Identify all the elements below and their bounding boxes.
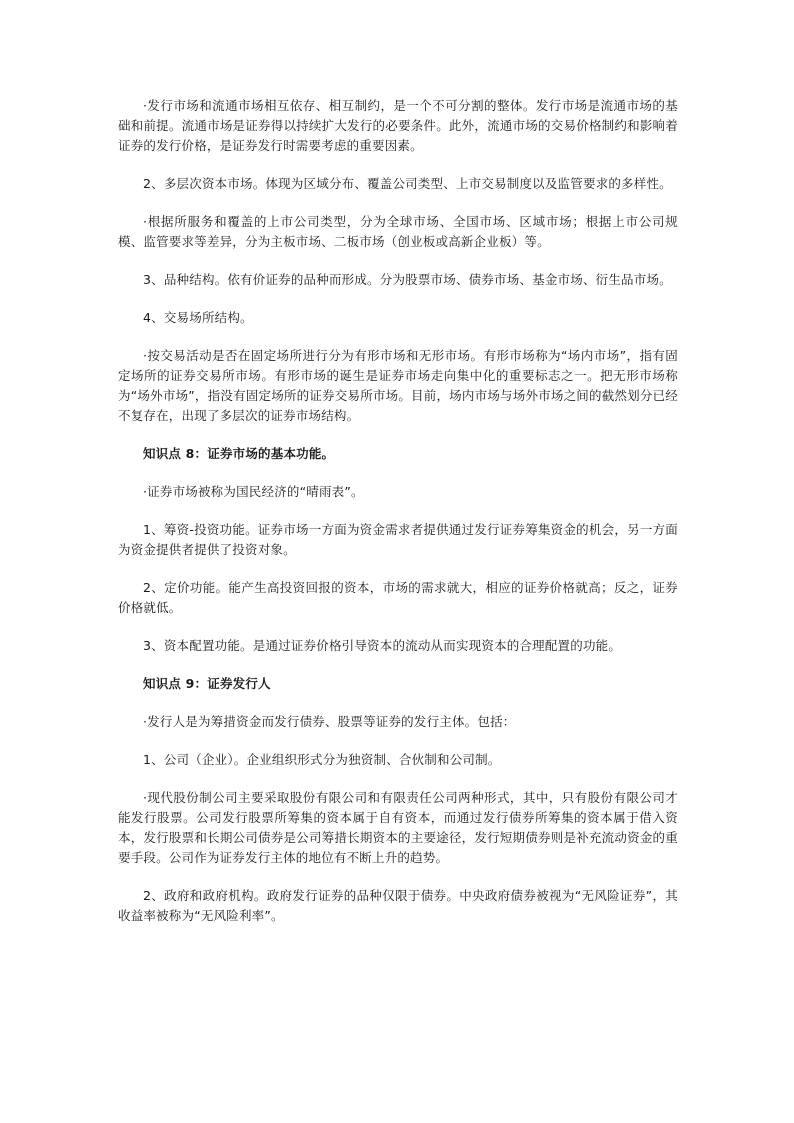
paragraph-capital-allocation-function: 3、资本配置功能。是通过证券价格引导资本的流动从而实现资本的合理配置的功能。 xyxy=(143,638,622,653)
paragraph-market-classification: ·根据所服务和覆盖的上市公司类型，分为全球市场、全国市场、区域市场；根据上市公司规模、监管要求等差异，分为主板市场、二板市场（创业板或高新企业板）等。 xyxy=(118,214,678,249)
heading-knowledge-point-9: 知识点 9：证券发行人 xyxy=(143,676,271,691)
paragraph-issue-vs-circulation-market: ·发行市场和流通市场相互依存、相互制约，是一个不可分割的整体。发行市场是流通市场的基础和前提。流通市场是证券得以持续扩大发行的必要条件。此外，流通市场的交易价格制约和影响着证券的发行价格，是证券发行时需要考虑的重要因素。 xyxy=(118,98,678,153)
paragraph-government: 2、政府和政府机构。政府发行证券的品种仅限于债券。中央政府债券被视为“无风险证券”，其收益率被称为“无风险利率”。 xyxy=(118,888,678,923)
paragraph-joint-stock-company: ·现代股份制公司主要采取股份有限公司和有限责任公司两种形式，其中，只有股份有限公司才能发行股票。公司发行股票所筹集的资本属于自有资本，而通过发行债券所筹集的资本属于借入资本，发行股票和长期公司债券是公司筹措长期资本的主要途径，发行短期债券则是补充流动资金的重要手段。公司作为证券发行主体的地位有不断上升的趋势。 xyxy=(118,790,678,865)
paragraph-variety-structure: 3、品种结构。依有价证券的品种而形成。分为股票市场、债券市场、基金市场、衍生品市场。 xyxy=(143,272,672,287)
paragraph-financing-investment-function: 1、筹资-投资功能。证券市场一方面为资金需求者提供通过发行证券筹集资金的机会，另一方面为资金提供者提供了投资对象。 xyxy=(118,522,678,557)
paragraph-exchange-structure: 4、交易场所结构。 xyxy=(143,310,253,325)
heading-knowledge-point-8: 知识点 8：证券市场的基本功能。 xyxy=(143,446,335,461)
document-page xyxy=(118,96,678,944)
paragraph-barometer: ·证券市场被称为国民经济的“晴雨表”。 xyxy=(143,484,364,499)
paragraph-pricing-function: 2、定价功能。能产生高投资回报的资本，市场的需求就大，相应的证券价格就高；反之，证券价格就低。 xyxy=(118,580,678,615)
paragraph-issuer-definition: ·发行人是为筹措资金而发行债券、股票等证券的发行主体。包括： xyxy=(143,714,516,729)
paragraph-tangible-intangible-market: ·按交易活动是否在固定场所进行分为有形市场和无形市场。有形市场称为“场内市场”，指有固定场所的证券交易所市场。有形市场的诞生是证券市场走向集中化的重要标志之一。把无形市场称为“场外市场”，指没有固定场所的证券交易所市场。目前，场内市场与场外市场之间的截然划分已经不复存在，出现了多层次的证券市场结构。 xyxy=(118,348,678,423)
paragraph-company: 1、公司（企业）。企业组织形式分为独资制、合伙制和公司制。 xyxy=(143,752,501,767)
paragraph-multilevel-capital-market: 2、多层次资本市场。体现为区域分布、覆盖公司类型、上市交易制度以及监管要求的多样性。 xyxy=(143,176,672,191)
